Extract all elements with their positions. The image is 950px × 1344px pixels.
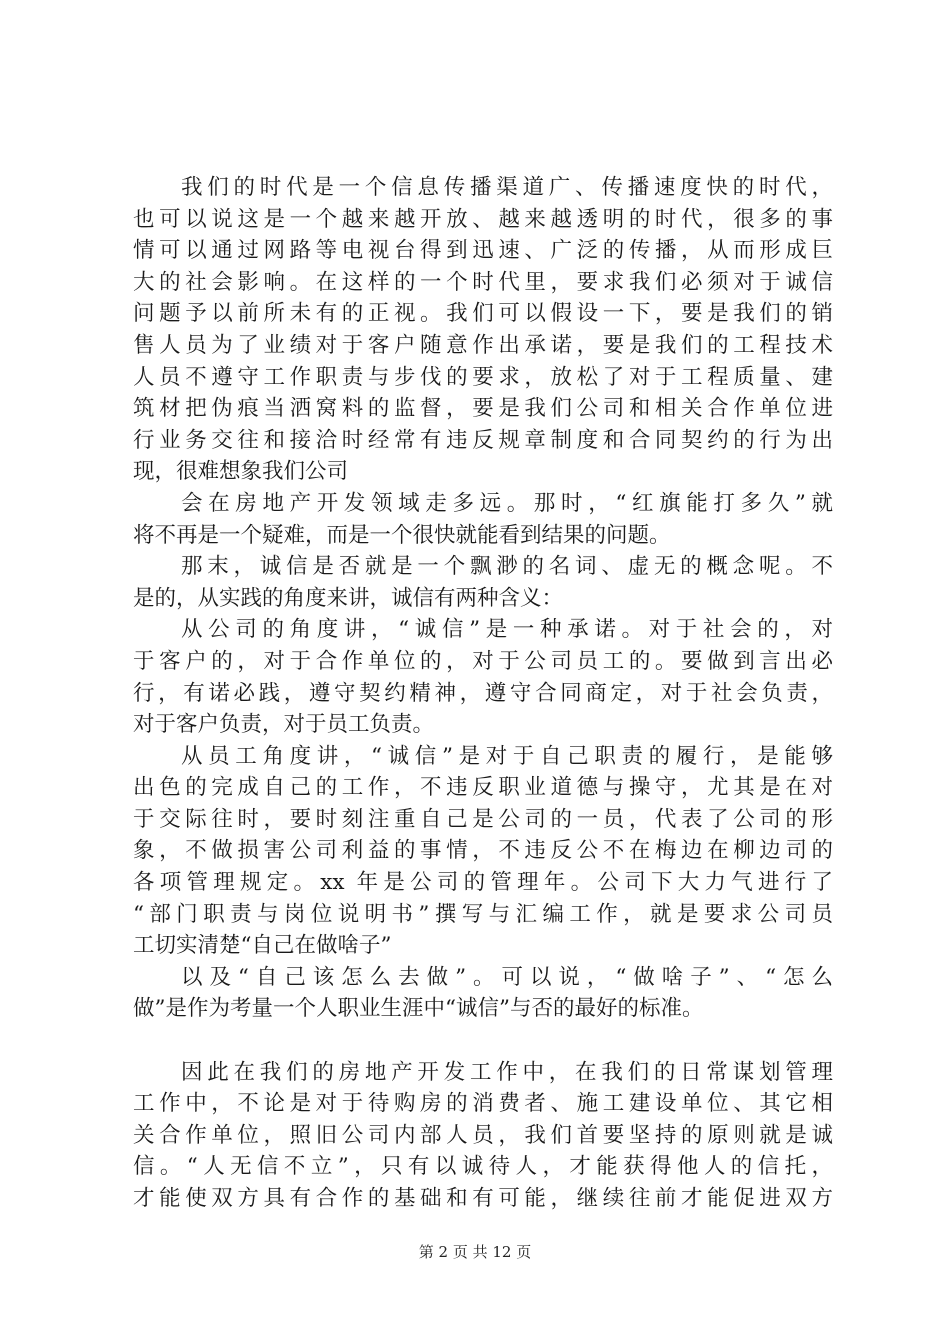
paragraph-line: 人员不遵守工作职责与步伐的要求，放松了对于工程质量、建 bbox=[133, 364, 833, 390]
paragraph-line: 是的，从实践的角度来讲，诚信有两种含义： bbox=[133, 585, 564, 611]
paragraph-line: 工切实清楚“自己在做啥子” bbox=[133, 933, 392, 959]
paragraph-line: 工作中，不论是对于待购房的消费者、施工建设单位、其它相 bbox=[133, 1091, 833, 1117]
paragraph-line: 于客户的，对于合作单位的，对于公司员工的。要做到言出必 bbox=[133, 648, 833, 674]
paragraph-line: 对于客户负责，对于员工负责。 bbox=[133, 712, 435, 738]
paragraph-line: 会在房地产开发领域走多远。那时，“红旗能打多久”就 bbox=[181, 490, 833, 516]
paragraph-line: 象，不做损害公司利益的事情，不违反公不在梅边在柳边司的 bbox=[133, 838, 833, 864]
paragraph-line: 因此在我们的房地产开发工作中，在我们的日常谋划管理 bbox=[181, 1059, 833, 1085]
paragraph-line: 关合作单位，照旧公司内部人员，我们首要坚持的原则就是诚 bbox=[133, 1122, 833, 1148]
paragraph-line: 售人员为了业绩对于客户随意作出承诺，要是我们的工程技术 bbox=[133, 332, 833, 358]
paragraph-line: 以及“自己该怎么去做”。可以说，“做啥子”、“怎么 bbox=[181, 964, 833, 990]
document-body bbox=[133, 172, 833, 1215]
paragraph-line: 才能使双方具有合作的基础和有可能，继续往前才能促进双方 bbox=[133, 1186, 833, 1211]
paragraph-line: 也可以说这是一个越来越开放、越来越透明的时代，很多的事 bbox=[133, 206, 833, 232]
paragraph-line: 情可以通过网路等电视台得到迅速、广泛的传播，从而形成巨 bbox=[133, 238, 833, 264]
paragraph-line: 我们的时代是一个信息传播渠道广、传播速度快的时代， bbox=[181, 175, 833, 200]
paragraph-line: 出色的完成自己的工作，不违反职业道德与操守，尤其是在对 bbox=[133, 775, 833, 801]
paragraph-line: 于交际往时，要时刻注重自己是公司的一员，代表了公司的形 bbox=[133, 806, 833, 832]
page-number-footer: 第 2 页 共 12 页 bbox=[418, 1243, 532, 1261]
paragraph-line: 从员工角度讲，“诚信”是对于自己职责的履行，是能够 bbox=[181, 743, 833, 769]
paragraph-line: 行业务交往和接洽时经常有违反规章制度和合同契约的行为出 bbox=[133, 427, 833, 453]
paragraph-line: 从公司的角度讲，“诚信”是一种承诺。对于社会的，对 bbox=[181, 617, 833, 643]
paragraph-line: 各项管理规定。xx 年是公司的管理年。公司下大力气进行了 bbox=[133, 870, 833, 896]
paragraph-line: 问题予以前所未有的正视。我们可以假设一下，要是我们的销 bbox=[133, 301, 833, 327]
paragraph-line: 行，有诺必践，遵守契约精神，遵守合同商定，对于社会负责， bbox=[133, 680, 833, 706]
paragraph-line: 现，很难想象我们公司 bbox=[133, 459, 349, 485]
paragraph-line: 筑材把伪痕当洒窝料的监督，要是我们公司和相关合作单位进 bbox=[133, 396, 833, 422]
paragraph-line: 做”是作为考量一个人职业生涯中“诚信”与否的最好的标准。 bbox=[133, 996, 704, 1022]
paragraph-line: 将不再是一个疑难，而是一个很快就能看到结果的问题。 bbox=[133, 522, 671, 548]
paragraph-line: 信。“人无信不立”，只有以诚待人，才能获得他人的信托， bbox=[133, 1154, 833, 1180]
paragraph-line: 那末，诚信是否就是一个飘渺的名词、虚无的概念呢。不 bbox=[181, 554, 833, 580]
paragraph-line: 大的社会影响。在这样的一个时代里，要求我们必须对于诚信 bbox=[133, 269, 833, 295]
paragraph-spacer bbox=[133, 1025, 833, 1057]
paragraph-line: “部门职责与岗位说明书”撰写与汇编工作，就是要求公司员 bbox=[133, 901, 833, 927]
